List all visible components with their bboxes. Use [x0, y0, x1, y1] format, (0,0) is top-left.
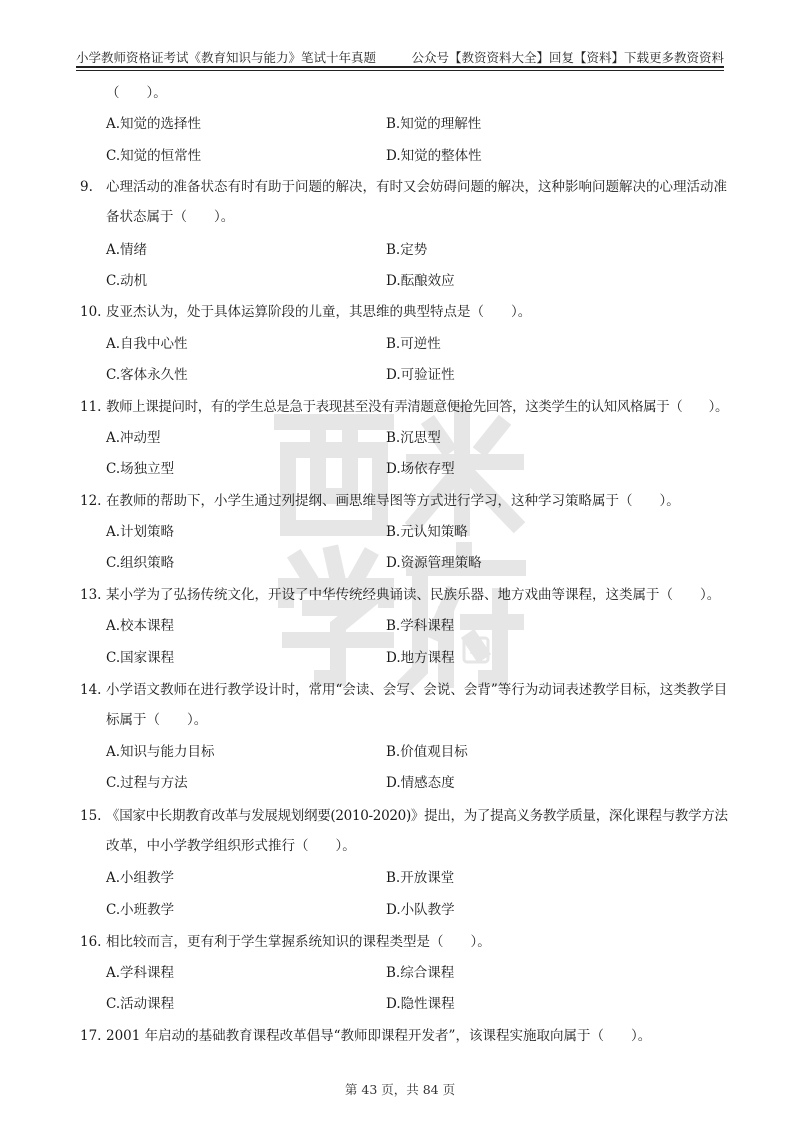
option-8-a: A.知觉的选择性	[106, 116, 202, 132]
option-14-d: D.情感态度	[386, 775, 455, 791]
question-12-text: 在教师的帮助下，小学生通过列提纲、画思维导图等方式进行学习，这种学习策略属于（ ）。	[106, 493, 680, 509]
question-8-continuation: （ ）。	[106, 85, 167, 101]
question-14-number: 14.	[80, 682, 102, 698]
question-17-text: 2001 年启动的基础教育课程改革倡导“教师即课程开发者”，该课程实施取向属于（ ）。	[106, 1028, 652, 1044]
question-11-text: 教师上课提问时，有的学生总是急于表现甚至没有弄清题意便抢先回答，这类学生的认知风格属于（ ）。	[106, 399, 729, 415]
option-15-b: B.开放课堂	[386, 870, 455, 886]
option-11-a: A.冲动型	[106, 430, 161, 446]
option-9-a: A.情绪	[106, 242, 148, 258]
option-13-d: D.地方课程	[386, 650, 455, 666]
option-14-a: A.知识与能力目标	[106, 744, 215, 760]
question-14-text-2: 标属于（ ）。	[106, 712, 208, 728]
option-10-b: B.可逆性	[386, 336, 441, 352]
option-16-b: B.综合课程	[386, 965, 455, 981]
header-title: 小学教师资格证考试《教育知识与能力》笔试十年真题	[76, 50, 377, 65]
watermark-stamp	[464, 638, 488, 662]
option-16-d: D.隐性课程	[386, 996, 455, 1012]
question-14-text: 小学语文教师在进行教学设计时，常用“会读、会写、会说、会背”等行为动词表述教学目标，这类教学目	[106, 682, 728, 698]
option-11-d: D.场依存型	[386, 461, 455, 477]
option-8-c: C.知觉的恒常性	[106, 148, 202, 164]
question-17-number: 17.	[80, 1028, 102, 1044]
option-10-c: C.客体永久性	[106, 367, 188, 383]
header-promo: 公众号【教资资料大全】回复【资料】下载更多教资资料	[411, 50, 724, 65]
option-12-c: C.组织策略	[106, 555, 175, 571]
question-13-number: 13.	[80, 587, 102, 603]
option-16-a: A.学科课程	[106, 965, 175, 981]
option-13-a: A.校本课程	[106, 618, 175, 634]
option-11-b: B.沉思型	[386, 430, 441, 446]
question-10-text: 皮亚杰认为，处于具体运算阶段的儿童，其思维的典型特点是（ ）。	[106, 304, 532, 320]
option-14-c: C.过程与方法	[106, 775, 188, 791]
question-11-number: 11.	[80, 399, 102, 415]
watermark-stamp-text: 印	[469, 643, 483, 659]
option-16-c: C.活动课程	[106, 996, 175, 1012]
option-13-c: C.国家课程	[106, 650, 175, 666]
question-10-number: 10.	[80, 304, 102, 320]
option-8-b: B.知觉的理解性	[386, 116, 482, 132]
option-9-c: C.动机	[106, 273, 148, 289]
header-rule	[76, 66, 724, 68]
question-16-number: 16.	[80, 934, 102, 950]
page-header	[76, 40, 724, 66]
option-13-b: B.学科课程	[386, 618, 455, 634]
option-14-b: B.价值观目标	[386, 744, 468, 760]
question-13-text: 某小学为了弘扬传统文化，开设了中华传统经典诵读、民族乐器、地方戏曲等课程，这类属于（ ）。	[106, 587, 721, 603]
option-8-d: D.知觉的整体性	[386, 148, 482, 164]
option-12-b: B.元认知策略	[386, 524, 468, 540]
question-15-number: 15.	[80, 808, 102, 824]
question-9-number: 9.	[80, 179, 93, 195]
option-15-a: A.小组教学	[106, 870, 175, 886]
option-15-d: D.小队教学	[386, 902, 455, 918]
question-9-text: 心理活动的准备状态有时有助于问题的解决，有时又会妨碍问题的解决，这种影响问题解决的心理活动准	[106, 179, 727, 195]
option-12-d: D.资源管理策略	[386, 555, 482, 571]
question-15-text-2: 改革，中小学教学组织形式推行（ ）。	[106, 838, 356, 854]
option-12-a: A.计划策略	[106, 524, 175, 540]
option-11-c: C.场独立型	[106, 461, 175, 477]
question-16-text: 相比较而言，更有利于学生掌握系统知识的课程类型是（ ）。	[106, 934, 491, 950]
option-15-c: C.小班教学	[106, 902, 175, 918]
question-15-text: 《国家中长期教育改革与发展规划纲要(2010-2020)》提出，为了提高义务教学质量，深化课程与教学方法	[106, 808, 728, 824]
page-number: 第 43 页，共 84 页	[344, 1082, 456, 1097]
option-9-d: D.酝酿效应	[386, 273, 455, 289]
option-10-d: D.可验证性	[386, 367, 455, 383]
option-10-a: A.自我中心性	[106, 336, 188, 352]
question-9-text-2: 备状态属于（ ）。	[106, 209, 235, 225]
option-9-b: B.定势	[386, 242, 428, 258]
question-12-number: 12.	[80, 493, 102, 509]
header-rule-thin	[76, 70, 724, 71]
